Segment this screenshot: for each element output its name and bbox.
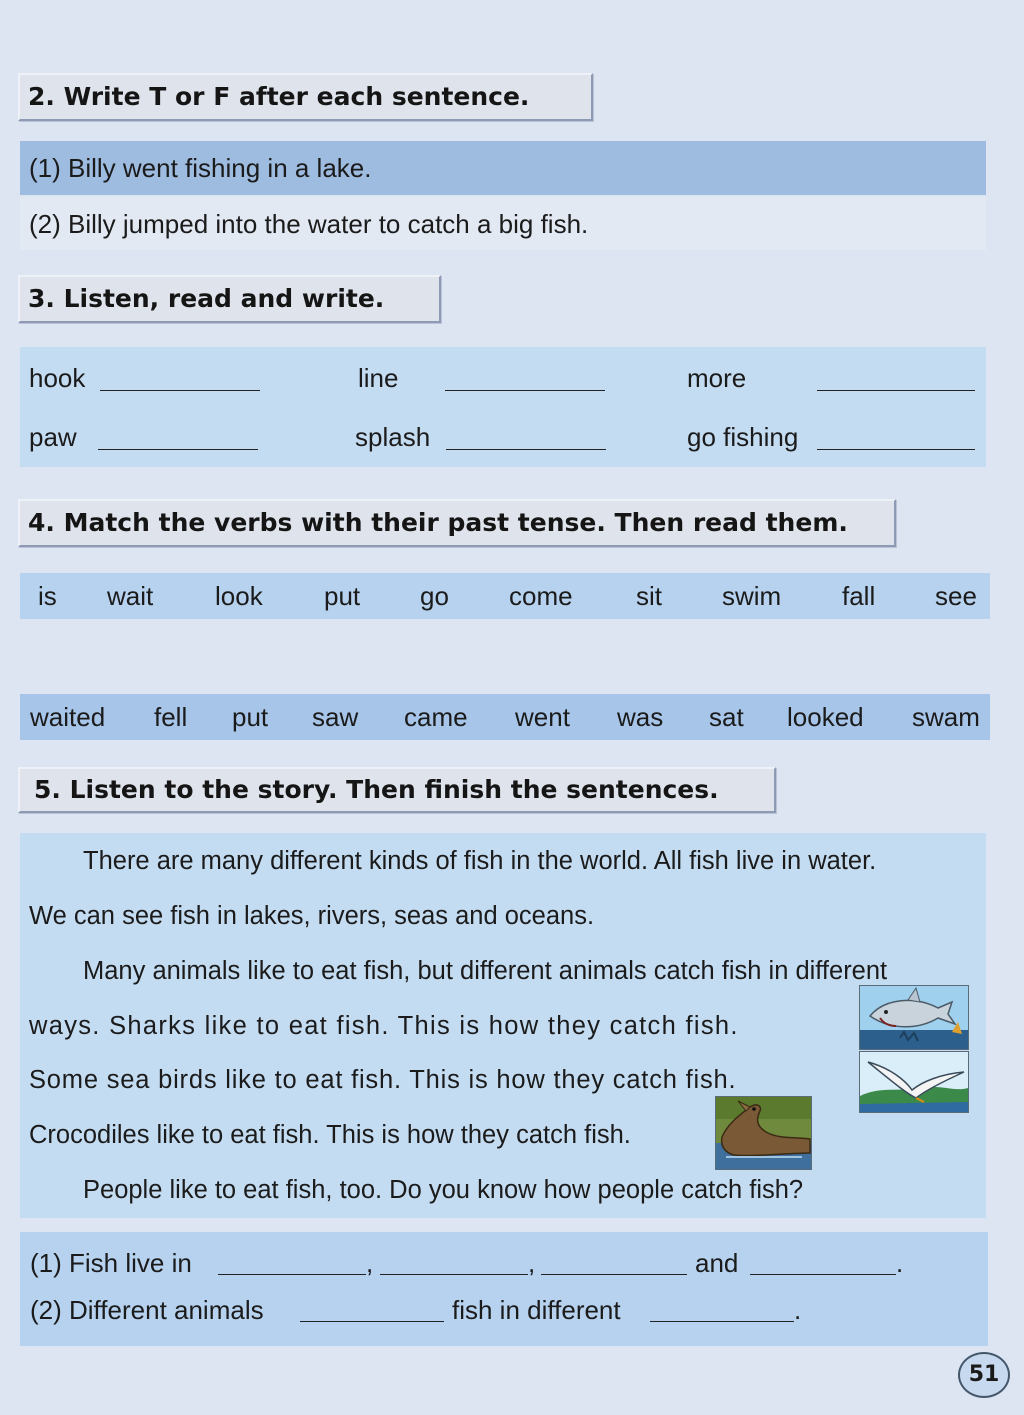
story-line-4: ways. Sharks like to eat fish. This is how they catch fish. (29, 1012, 739, 1040)
q1-comma-2: , (528, 1248, 536, 1278)
verb-wait[interactable]: wait (107, 581, 154, 611)
past-went[interactable]: went (515, 702, 570, 732)
past-was[interactable]: was (617, 702, 664, 732)
verbs-row (20, 573, 990, 619)
q2-middle: fish in different (452, 1295, 621, 1325)
word-splash: splash (355, 422, 431, 452)
exercise-3-box (20, 347, 986, 467)
sea-bird-picture (859, 1051, 969, 1113)
blank-hook[interactable] (100, 364, 260, 391)
blank-q1-c[interactable] (541, 1248, 687, 1275)
blank-q1-a[interactable] (218, 1248, 366, 1275)
exercise-4-heading: 4. Match the verbs with their past tense. Then read them. (18, 499, 896, 547)
verb-look[interactable]: look (215, 581, 263, 611)
q1-period: . (896, 1248, 904, 1278)
blank-paw[interactable] (98, 423, 258, 450)
past-saw[interactable]: saw (312, 702, 359, 732)
page-number: 51 (958, 1352, 1010, 1398)
word-paw: paw (29, 422, 77, 452)
exercise-2-row-2 (20, 197, 986, 250)
blank-q2-b[interactable] (650, 1295, 794, 1322)
word-line: line (358, 363, 399, 393)
q1-comma-1: , (366, 1248, 374, 1278)
past-looked[interactable]: looked (787, 702, 864, 732)
q2-period: . (794, 1295, 802, 1325)
verb-is[interactable]: is (38, 581, 57, 611)
story-line-6: Crocodiles like to eat fish. This is how they catch fish. (29, 1121, 631, 1149)
verb-put[interactable]: put (324, 581, 361, 611)
exercise-3-heading: 3. Listen, read and write. (18, 275, 441, 323)
verb-come[interactable]: come (509, 581, 573, 611)
blank-line[interactable] (445, 364, 605, 391)
exercise-2-row-1 (20, 141, 986, 195)
blank-q1-b[interactable] (380, 1248, 528, 1275)
blank-q2-a[interactable] (300, 1295, 444, 1322)
verb-swim[interactable]: swim (722, 581, 782, 611)
word-more: more (687, 363, 747, 393)
blank-splash[interactable] (446, 423, 606, 450)
blank-more[interactable] (817, 364, 975, 391)
question-1-prefix: (1) Fish live in (30, 1248, 192, 1278)
story-line-3: Many animals like to eat fish, but different animals catch fish in different (83, 957, 888, 985)
story-line-5: Some sea birds like to eat fish. This is how they catch fish. (29, 1066, 737, 1094)
crocodile-picture (715, 1096, 812, 1170)
past-waited[interactable]: waited (30, 702, 106, 732)
verb-see[interactable]: see (935, 581, 977, 611)
statement-2: (2) Billy jumped into the water to catch a big fish. (29, 209, 589, 239)
past-came[interactable]: came (404, 702, 468, 732)
word-go-fishing: go fishing (687, 422, 799, 452)
story-line-1: There are many different kinds of fish in the world. All fish live in water. (83, 847, 877, 875)
verb-fall[interactable]: fall (842, 581, 876, 611)
finish-sentences-box (20, 1232, 988, 1346)
blank-q1-d[interactable] (750, 1248, 896, 1275)
exercise-2-heading: 2. Write T or F after each sentence. (18, 73, 593, 121)
statement-1: (1) Billy went fishing in a lake. (29, 153, 372, 183)
word-hook: hook (29, 363, 86, 393)
verb-sit[interactable]: sit (636, 581, 662, 611)
q1-and: and (695, 1248, 739, 1278)
story-line-2: We can see fish in lakes, rivers, seas and oceans. (29, 902, 595, 930)
past-tense-row (20, 694, 990, 740)
past-put[interactable]: put (232, 702, 269, 732)
past-swam[interactable]: swam (912, 702, 980, 732)
question-2-prefix: (2) Different animals (30, 1295, 264, 1325)
story-box (20, 833, 986, 1218)
exercise-5-heading: 5. Listen to the story. Then finish the sentences. (18, 767, 776, 813)
past-fell[interactable]: fell (154, 702, 188, 732)
shark-picture (859, 985, 969, 1050)
story-line-7: People like to eat fish, too. Do you know how people catch fish? (83, 1176, 804, 1204)
past-sat[interactable]: sat (709, 702, 744, 732)
verb-go[interactable]: go (420, 581, 449, 611)
blank-go-fishing[interactable] (817, 423, 975, 450)
